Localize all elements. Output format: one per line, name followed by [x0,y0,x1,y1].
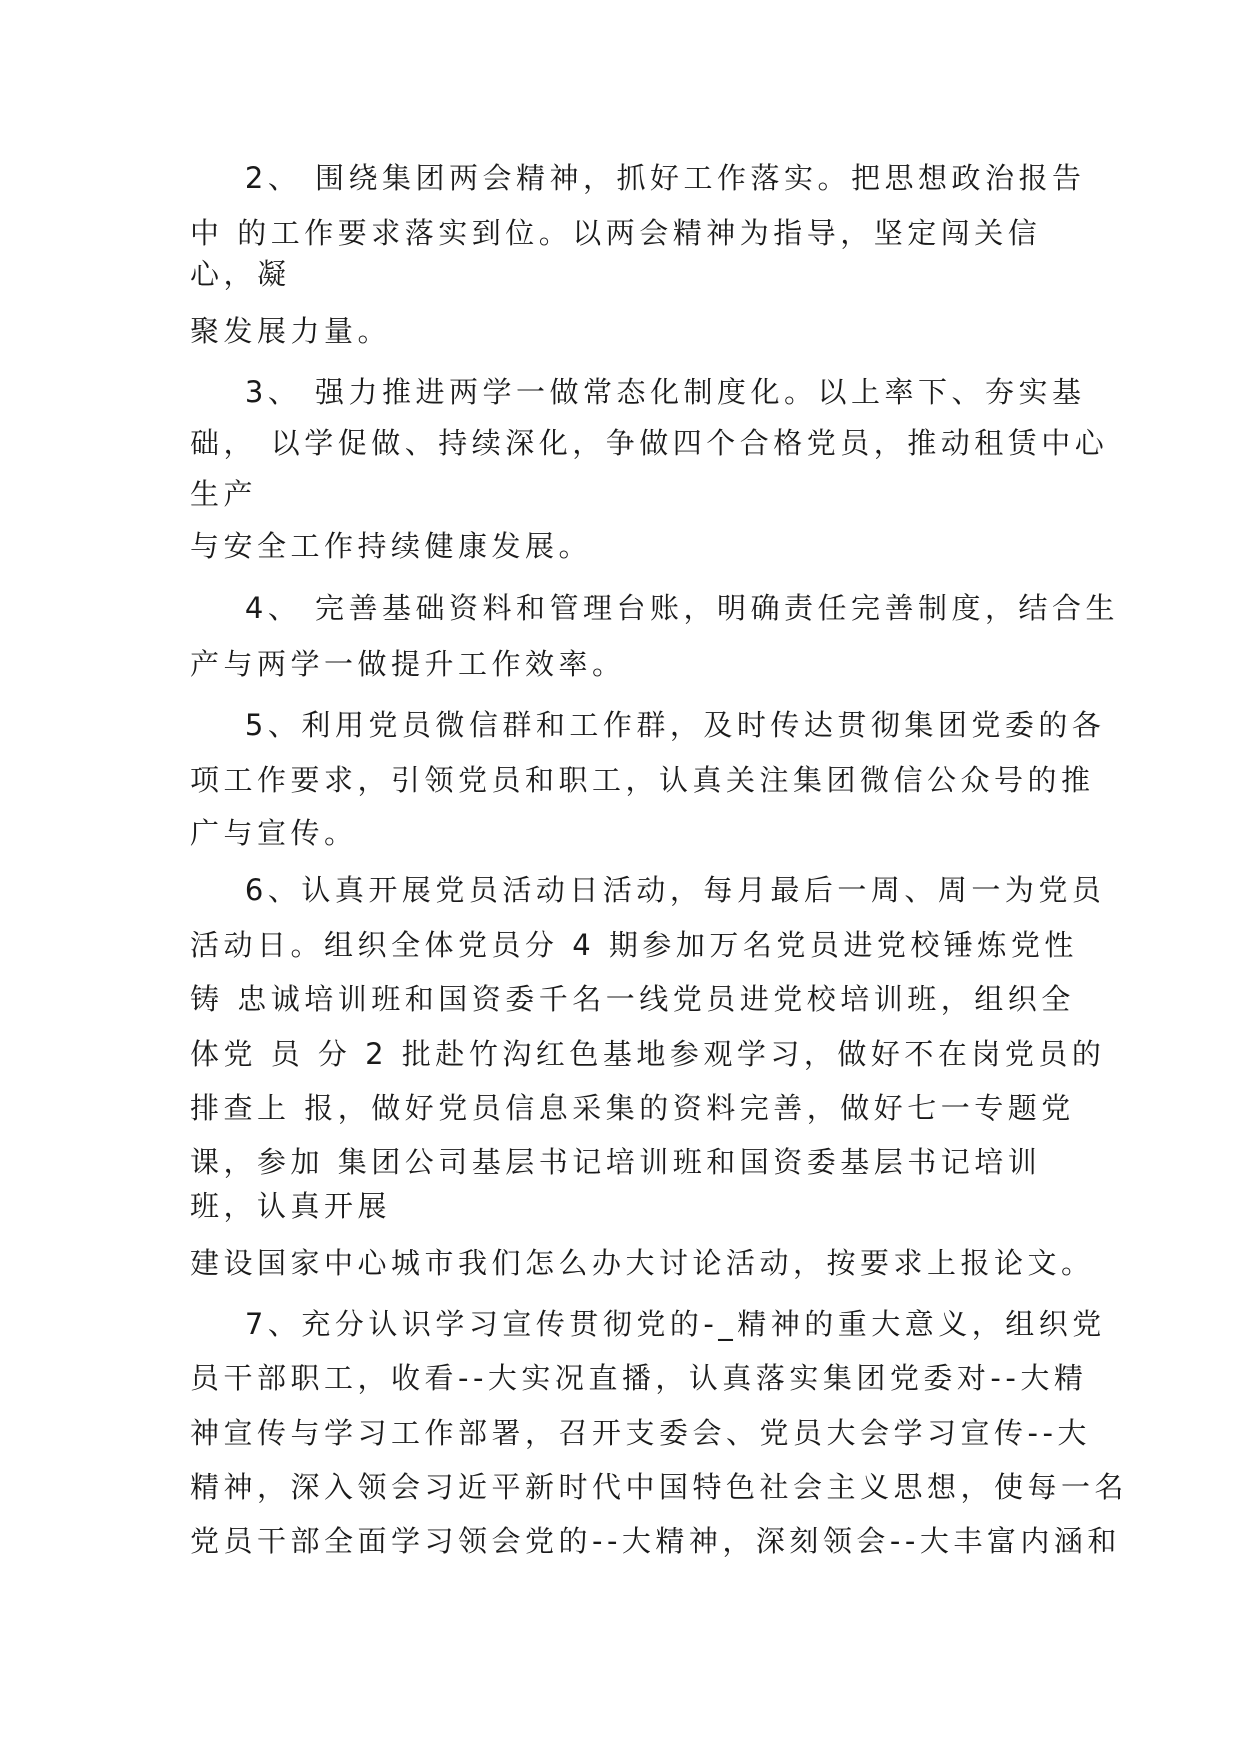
paragraph-4-line-2: 产与两学一做提升工作效率。 [190,647,626,681]
paragraph-3-line-2: 础， 以学促做、持续深化，争做四个合格党员，推动租赁中心 [190,426,1109,460]
paragraph-2-line-2: 中 的工作要求落实到位。以两会精神为指导，坚定闯关信 [190,216,1042,250]
paragraph-2-line-4: 聚发展力量。 [190,314,392,348]
paragraph-7-line-4: 精神，深入领会习近平新时代中国特色社会主义思想，使每一名 [190,1470,1129,1504]
paragraph-7-line-2: 员干部职工，收看--大实况直播，认真落实集团党委对--大精 [190,1361,1088,1395]
paragraph-6-line-3: 铸 忠诚培训班和国资委千名一线党员进党校培训班，组织全 [190,982,1075,1016]
paragraph-6-line-8: 建设国家中心城市我们怎么办大讨论活动，按要求上报论文。 [190,1246,1095,1280]
paragraph-5-line-3: 广与宣传。 [190,816,358,850]
paragraph-6-line-5: 排查上 报，做好党员信息采集的资料完善，做好七一专题党 [190,1091,1075,1125]
paragraph-6-line-2: 活动日。组织全体党员分 4 期参加万名党员进党校锤炼党性 [190,928,1078,962]
paragraph-7-line-3: 神宣传与学习工作部署，召开支委会、党员大会学习宣传--大 [190,1416,1091,1450]
paragraph-2-line-3: 心，凝 [190,257,291,291]
paragraph-5-line-1: 5、利用党员微信群和工作群，及时传达贯彻集团党委的各 [190,708,1106,742]
paragraph-3-line-1: 3、 强力推进两学一做常态化制度化。以上率下、夯实基 [190,375,1086,409]
paragraph-3-line-3: 生产 [190,477,258,511]
paragraph-6-line-4: 体党 员 分 2 批赴竹沟红色基地参观学习，做好不在岗党员的 [190,1037,1106,1071]
paragraph-7-line-1: 7、充分认识学习宣传贯彻党的-_精神的重大意义，组织党 [190,1307,1106,1341]
paragraph-3-line-4: 与安全工作持续健康发展。 [190,529,593,563]
paragraph-4-line-1: 4、 完善基础资料和管理台账，明确责任完善制度，结合生 [190,591,1120,625]
paragraph-5-line-2: 项工作要求，引领党员和职工，认真关注集团微信公众号的推 [190,763,1095,797]
paragraph-6-line-6: 课，参加 集团公司基层书记培训班和国资委基层书记培训 [190,1145,1042,1179]
paragraph-6-line-1: 6、认真开展党员活动日活动，每月最后一周、周一为党员 [190,873,1106,907]
paragraph-2-line-1: 2、 围绕集团两会精神，抓好工作落实。把思想政治报告 [190,161,1086,195]
paragraph-6-line-7: 班，认真开展 [190,1189,392,1223]
paragraph-7-line-5: 党员干部全面学习领会党的--大精神，深刻领会--大丰富内涵和 [190,1524,1121,1558]
